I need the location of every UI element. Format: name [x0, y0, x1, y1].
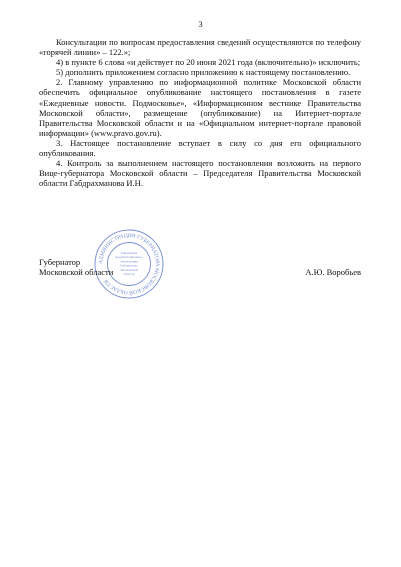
paragraph-control: 4. Контроль за выполнением настоящего постановления возложить на первого Вице-губернатора Московской области – Председателя Правительства Московской области Габдрахманова И.Н. — [39, 158, 361, 189]
seal-center-line: Губернатора — [120, 263, 138, 268]
paragraph-item-4: 4) в пункте 6 слова «и действует по 20 июня 2021 года (включительно)» исключить; — [56, 57, 361, 68]
signature-block — [39, 257, 361, 277]
seal-center-line: Московской — [120, 267, 138, 272]
seal-center-line: Управление — [120, 251, 138, 255]
signatory-title-line1: Губернатор — [39, 257, 81, 267]
seal-ring-text: АДМИНИСТРАЦИЯ ГУБЕРНАТОРА МОСКОВСКОЙ ОБЛАСТИ — [97, 232, 161, 296]
page-number: 3 — [198, 19, 203, 29]
paragraph-publication: 2. Главному управлению по информационной политике Московской области обеспечить официальное опубликование настоящего постановления в газете «Ежедневные новости. Подмосковье», «Информационном вестнике Правительства Московской области», размещение (опубликование) на Интернет-портале Правительства Московской области и на «Официальном интернет-портале правовой информации» (www.pravo.gov.ru). — [39, 77, 361, 138]
paragraph-hotline: Консультации по вопросам предоставления сведений осуществляются по телефону «горячей линии» – 122.»; — [39, 37, 361, 58]
document-body — [39, 37, 361, 188]
seal-center-line: области — [123, 272, 135, 276]
paragraph-item-5: 5) дополнить приложением согласно приложению к настоящему постановлению. — [56, 67, 351, 78]
signatory-name: А.Ю. Воробьев — [305, 267, 361, 278]
paragraph-effective-date: 3. Настоящее постановление вступает в силу со дня его официального опубликования. — [39, 137, 361, 159]
signatory-title-line2: Московской области — [39, 267, 114, 278]
seal-center-line: документационного — [114, 255, 144, 260]
seal-center-line: обеспечения — [120, 259, 138, 264]
